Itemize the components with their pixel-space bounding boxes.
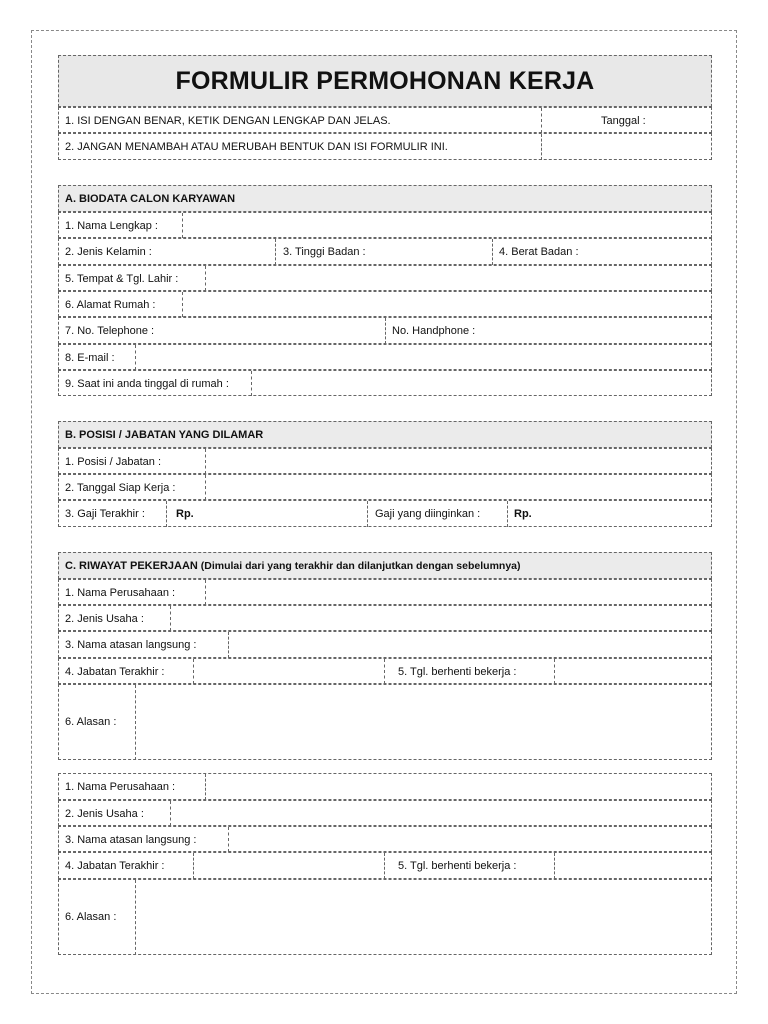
input-siap-kerja[interactable] [206, 475, 711, 500]
row-jabatan-2 [58, 852, 712, 879]
label-perusahaan-1: 1. Nama Perusahaan : [65, 587, 176, 599]
label-atasan-1: 3. Nama atasan langsung : [65, 639, 197, 651]
label-perusahaan-2: 1. Nama Perusahaan : [65, 781, 176, 793]
label-berhenti-1: 5. Tgl. berhenti bekerja : [398, 666, 517, 678]
label-posisi: 1. Posisi / Jabatan : [65, 456, 161, 468]
label-siap-kerja: 2. Tanggal Siap Kerja : [65, 482, 176, 494]
label-tinggal: 9. Saat ini anda tinggal di rumah : [65, 378, 229, 390]
row-alamat [58, 291, 712, 317]
form-title: FORMULIR PERMOHONAN KERJA [58, 55, 712, 107]
input-nama[interactable] [183, 213, 711, 238]
row-perusahaan-2 [58, 773, 712, 800]
row-siap-kerja [58, 474, 712, 500]
row-usaha-1 [58, 605, 712, 631]
label-email: 8. E-mail : [65, 352, 115, 364]
label-alasan-2: 6. Alasan : [65, 911, 117, 923]
label-telephone: 7. No. Telephone : [65, 325, 155, 337]
row-email [58, 344, 712, 370]
label-tinggi: 3. Tinggi Badan : [283, 246, 366, 258]
row-ttl [58, 265, 712, 291]
input-ttl[interactable] [206, 266, 711, 291]
section-b-title: B. POSISI / JABATAN YANG DILAMAR [65, 429, 264, 441]
label-berhenti-2: 5. Tgl. berhenti bekerja : [398, 860, 517, 872]
label-usaha-1: 2. Jenis Usaha : [65, 613, 144, 625]
instruction-2: 2. JANGAN MENAMBAH ATAU MERUBAH BENTUK DAN ISI FORMULIR INI. [65, 141, 448, 153]
section-c-title [65, 553, 521, 579]
label-jabatan-1: 4. Jabatan Terakhir : [65, 666, 165, 678]
input-alasan-1[interactable] [136, 685, 711, 759]
input-alamat[interactable] [183, 292, 711, 317]
section-c-title-note: (Dimulai dari yang terakhir dan dilanjutkan dengan sebelumnya) [197, 560, 521, 572]
section-b-header [58, 421, 712, 448]
row-posisi [58, 448, 712, 474]
label-handphone: No. Handphone : [392, 325, 476, 337]
date-field[interactable] [542, 108, 712, 160]
row-usaha-2 [58, 800, 712, 826]
label-jenis-kelamin: 2. Jenis Kelamin : [65, 246, 152, 258]
row-nama [58, 212, 712, 238]
label-alamat: 6. Alamat Rumah : [65, 299, 156, 311]
input-posisi[interactable] [206, 449, 711, 474]
row-fisik [58, 238, 712, 265]
label-atasan-2: 3. Nama atasan langsung : [65, 834, 197, 846]
label-gaji-terakhir: 3. Gaji Terakhir : [65, 508, 145, 520]
row-perusahaan-1 [58, 579, 712, 605]
row-gaji [58, 500, 712, 527]
row-jabatan-1 [58, 658, 712, 684]
section-c-header [58, 552, 712, 579]
rp-gaji-terakhir: Rp. [176, 508, 194, 520]
label-berat: 4. Berat Badan : [499, 246, 579, 258]
label-nama: 1. Nama Lengkap : [65, 220, 158, 232]
label-ttl: 5. Tempat & Tgl. Lahir : [65, 273, 179, 285]
row-telepon [58, 317, 712, 344]
label-usaha-2: 2. Jenis Usaha : [65, 808, 144, 820]
date-label: Tanggal : [601, 115, 646, 127]
rp-gaji-diinginkan: Rp. [514, 508, 532, 520]
input-email[interactable] [136, 345, 711, 370]
input-alasan-2[interactable] [136, 880, 711, 954]
section-a-title: A. BIODATA CALON KARYAWAN [65, 193, 236, 205]
row-alasan-2 [58, 879, 712, 955]
row-atasan-2 [58, 826, 712, 852]
row-tinggal [58, 370, 712, 396]
label-alasan-1: 6. Alasan : [65, 716, 117, 728]
section-c-title-main: C. RIWAYAT PEKERJAAN [65, 560, 198, 572]
row-atasan-1 [58, 631, 712, 658]
instruction-row-2 [58, 133, 712, 160]
label-gaji-diinginkan: Gaji yang diinginkan : [375, 508, 481, 520]
instruction-1: 1. ISI DENGAN BENAR, KETIK DENGAN LENGKAP DAN JELAS. [65, 115, 391, 127]
input-tinggal[interactable] [252, 371, 711, 396]
label-jabatan-2: 4. Jabatan Terakhir : [65, 860, 165, 872]
row-alasan-1 [58, 684, 712, 760]
section-a-header [58, 185, 712, 212]
